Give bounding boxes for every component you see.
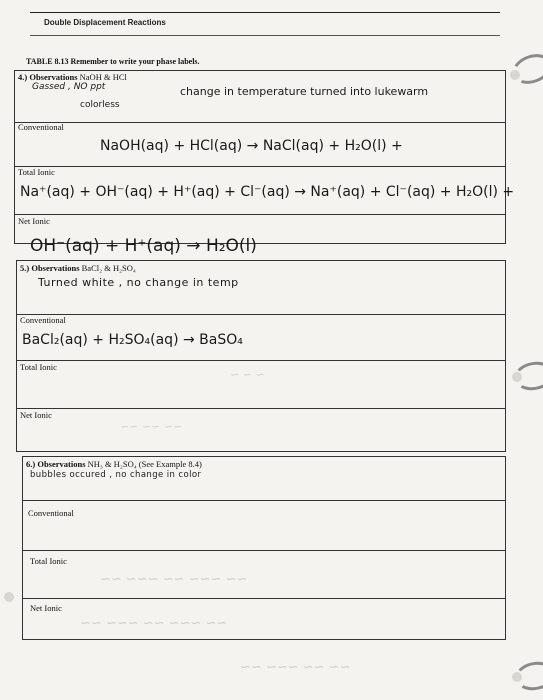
divider — [14, 214, 506, 215]
q4-total-ionic-equation: Na⁺(aq) + OH⁻(aq) + H⁺(aq) + Cl⁻(aq) → Na⁺(aq) + Cl⁻(aq) + H₂O(l) + — [20, 184, 515, 200]
q5-conventional-equation: BaCl₂(aq) + H₂SO₄(aq) → BaSO₄ — [22, 332, 243, 348]
divider — [16, 408, 506, 409]
divider — [22, 598, 506, 599]
binder-hole — [4, 592, 14, 602]
q6-net-ionic-label: Net Ionic — [30, 603, 62, 613]
header-rule — [30, 12, 500, 13]
bleed-through-marks: ~ ~ ~ — [230, 368, 265, 381]
divider — [14, 166, 506, 167]
q4-heading: 4.) Observations NaOH & HCl — [18, 72, 127, 82]
bleed-through-marks: ~~ ~~ ~~~ ~~ — [240, 660, 351, 675]
q6-heading: 6.) Observations NH₃ & H₂SO₄ (See Example 8.4) — [26, 459, 202, 469]
binder-ring-icon — [512, 359, 543, 394]
bleed-through-marks: ~~ ~~~ ~~ ~~~ ~~ — [80, 616, 228, 631]
q4-observation-1: Gassed , NO ppt — [32, 82, 106, 92]
q4-observation-3: colorless — [80, 100, 120, 110]
q5-total-ionic-label: Total Ionic — [20, 362, 57, 372]
divider — [22, 500, 506, 501]
divider — [22, 550, 506, 551]
q6-observation-1: bubbles occured , no change in color — [30, 470, 202, 480]
divider — [14, 122, 506, 123]
header-rule-bottom — [30, 35, 500, 36]
q4-total-ionic-label: Total Ionic — [18, 167, 55, 177]
q4-conventional-equation: NaOH(aq) + HCl(aq) → NaCl(aq) + H₂O(l) + — [100, 138, 403, 154]
q6-total-ionic-label: Total Ionic — [30, 556, 67, 566]
q4-observation-2: change in temperature turned into lukewarm — [180, 85, 429, 98]
q4-conventional-label: Conventional — [18, 122, 64, 132]
bleed-through-marks: ~~ ~~~ ~~ ~~~ ~~ — [100, 572, 248, 587]
table-caption: TABLE 8.13 Remember to write your phase labels. — [26, 57, 200, 66]
q4-net-ionic-label: Net Ionic — [18, 216, 50, 226]
binder-ring-icon — [513, 659, 543, 694]
q5-observation-1: Turned white , no change in temp — [38, 276, 239, 289]
divider — [16, 314, 506, 315]
page-title: Double Displacement Reactions — [44, 18, 166, 27]
divider — [16, 360, 506, 361]
bleed-through-marks: ~~ ~~ ~~ — [120, 420, 183, 433]
q6-conventional-label: Conventional — [28, 508, 74, 518]
binder-ring-icon — [508, 49, 543, 89]
q6-table — [22, 456, 506, 640]
q5-net-ionic-label: Net Ionic — [20, 410, 52, 420]
q4-net-ionic-equation: OH⁻(aq) + H⁺(aq) → H₂O(l) — [30, 236, 257, 256]
q5-conventional-label: Conventional — [20, 315, 66, 325]
q5-heading: 5.) Observations BaCl₂ & H₂SO₄ — [20, 263, 136, 273]
